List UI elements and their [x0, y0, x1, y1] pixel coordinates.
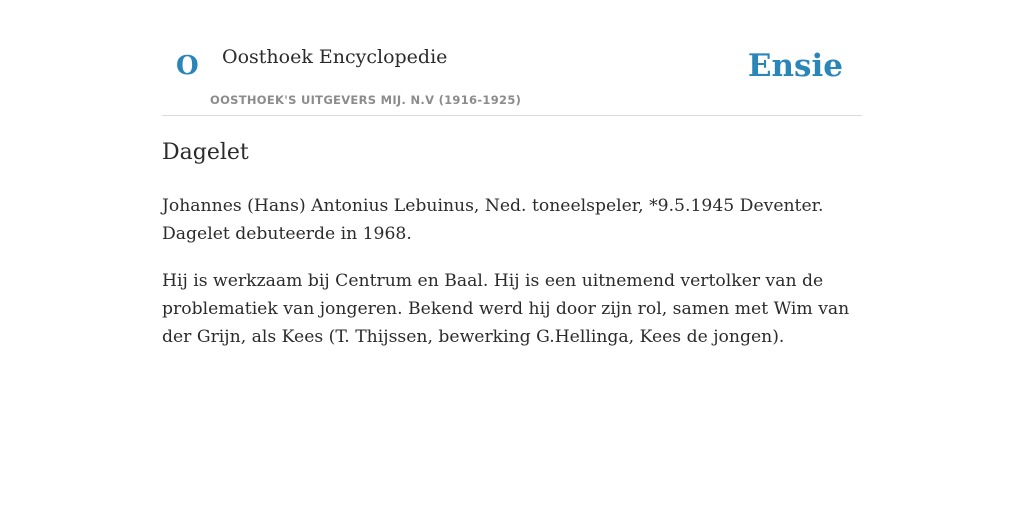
entry-body — [162, 192, 862, 370]
entry-paragraph: Hij is werkzaam bij Centrum en Baal. Hij is een uitnemend vertolker van de problematiek van jongeren. Bekend werd hij door zijn rol, samen met Wim van der Grijn, als Kees (T. Thijssen, bewerking G.Hellinga, Kees de jongen). — [162, 271, 850, 347]
site-header — [162, 0, 862, 116]
page — [162, 0, 862, 347]
publisher-caption: OOSTHOEK'S UITGEVERS MIJ. N.V (1916-1925) — [210, 93, 522, 107]
book-logo-icon[interactable]: O — [176, 51, 199, 81]
entry-paragraph: Johannes (Hans) Antonius Lebuinus, Ned. toneelspeler, *9.5.1945 Deventer. Dagelet debuteerde in 1968. — [162, 196, 824, 244]
encyclopedia-title-link[interactable]: Oosthoek Encyclopedie — [222, 46, 448, 68]
ensie-logo-link[interactable]: Ensie — [747, 48, 843, 84]
entry-title: Dagelet — [162, 140, 249, 165]
